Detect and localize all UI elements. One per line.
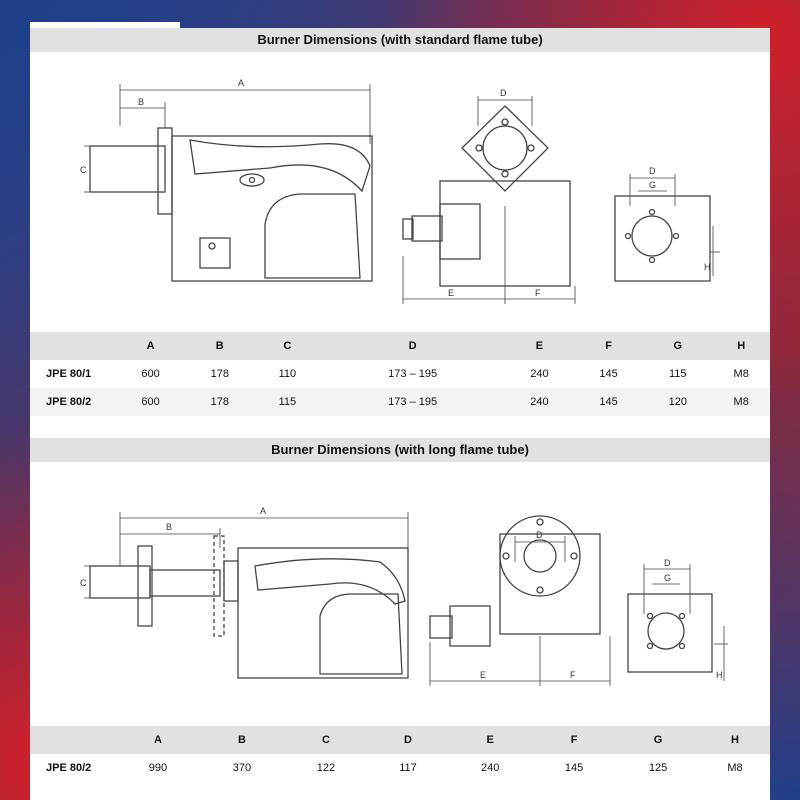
- dim-label-b: B: [138, 97, 145, 107]
- table-cell: 145: [574, 388, 643, 416]
- table-cell: 125: [648, 762, 668, 774]
- table-cell: 178: [210, 368, 229, 380]
- table-header: D: [368, 726, 448, 754]
- table-cell: 115: [669, 368, 687, 380]
- table-header: C: [254, 332, 320, 360]
- table-header: G: [616, 726, 700, 754]
- standard-burner-drawing: [30, 56, 770, 332]
- dim-label-h: H: [704, 262, 711, 272]
- table-cell: 122: [316, 762, 336, 774]
- table-header: B: [185, 332, 254, 360]
- table-cell: 370: [232, 762, 252, 774]
- table-header-row: [30, 332, 770, 360]
- dim-label-c: C: [80, 165, 87, 175]
- table-header: [30, 726, 116, 754]
- motor-cover: [265, 194, 360, 278]
- table-row: [30, 360, 770, 388]
- table-cell: 240: [530, 368, 549, 380]
- table-cell: 173 – 195: [320, 388, 504, 416]
- long-burner-drawing: [30, 466, 770, 724]
- table-cell: 115: [254, 388, 320, 416]
- section-title-long: Burner Dimensions (with long flame tube): [30, 438, 770, 462]
- table-header: H: [712, 332, 770, 360]
- table-cell: 145: [599, 368, 618, 380]
- long-fan-cover: [255, 559, 405, 604]
- dim-label-d-plate: D: [649, 166, 656, 176]
- table-cell: 240: [505, 388, 574, 416]
- dim-label-c: C: [80, 578, 87, 588]
- long-boiler-plate: [628, 594, 712, 672]
- table-row: [30, 754, 770, 782]
- dim-label-e: E: [448, 288, 455, 298]
- table-cell: M8: [733, 368, 749, 380]
- long-flame-tube: [90, 566, 150, 598]
- dim-label-e: E: [480, 670, 487, 680]
- table-header: E: [448, 726, 532, 754]
- table-header: B: [200, 726, 284, 754]
- table-header: F: [574, 332, 643, 360]
- dim-label-f: F: [535, 288, 541, 298]
- dim-label-d-plate: D: [664, 558, 671, 568]
- dim-label-b: B: [166, 522, 173, 532]
- table-row: [30, 388, 770, 416]
- dim-label-d: D: [500, 88, 507, 98]
- dim-label-h: H: [716, 670, 723, 680]
- long-motor-cover: [320, 594, 402, 674]
- table-header: A: [116, 332, 185, 360]
- section-title-standard: Burner Dimensions (with standard flame tube): [30, 28, 770, 52]
- table-header: A: [116, 726, 200, 754]
- model-cell: JPE 80/1: [46, 368, 92, 380]
- table-cell: 120: [643, 388, 712, 416]
- table-cell: 240: [480, 762, 500, 774]
- model-cell: JPE 80/2: [30, 388, 116, 416]
- table-header: G: [643, 332, 712, 360]
- table-cell: 145: [564, 762, 584, 774]
- table-header: F: [532, 726, 616, 754]
- flame-tube: [90, 146, 165, 192]
- dim-label-d: D: [536, 530, 543, 540]
- dim-label-g: G: [649, 180, 657, 190]
- dimension-table-standard: [30, 332, 770, 416]
- table-header: E: [505, 332, 574, 360]
- table-cell: 173 – 195: [388, 368, 438, 380]
- long-burner-body: [238, 548, 408, 678]
- table-header: H: [700, 726, 770, 754]
- table-cell: 117: [399, 762, 417, 774]
- dim-label-g: G: [664, 573, 672, 583]
- table-cell: 178: [185, 388, 254, 416]
- table-header: [30, 332, 116, 360]
- table-header: D: [320, 332, 504, 360]
- table-cell: 600: [141, 368, 160, 380]
- dim-label-f: F: [570, 670, 576, 680]
- table-cell: M8: [712, 388, 770, 416]
- burner-body: [172, 136, 372, 281]
- table-cell: 600: [116, 388, 185, 416]
- table-cell: M8: [727, 762, 743, 774]
- dim-label-a: A: [260, 506, 267, 516]
- table-header: C: [284, 726, 368, 754]
- table-cell: 110: [278, 368, 297, 380]
- table-cell: 990: [148, 762, 168, 774]
- fan-housing-cover: [190, 140, 370, 191]
- dim-label-a: A: [238, 78, 245, 88]
- table-header-row: [30, 726, 770, 754]
- model-cell: JPE 80/2: [46, 762, 92, 774]
- dimension-table-long: [30, 726, 770, 782]
